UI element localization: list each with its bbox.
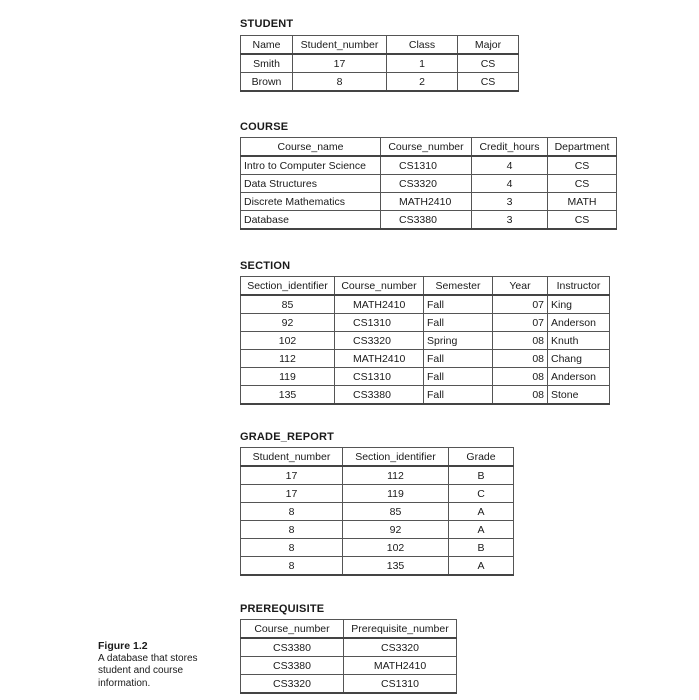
cell: CS3380 xyxy=(241,638,344,657)
cell: 17 xyxy=(293,54,387,73)
cell: 92 xyxy=(241,314,335,332)
cell: Knuth xyxy=(548,332,610,350)
column-header: Prerequisite_number xyxy=(344,620,457,639)
cell: CS xyxy=(548,211,617,230)
cell: Stone xyxy=(548,386,610,405)
cell: CS3320 xyxy=(241,675,344,694)
table-row xyxy=(241,54,519,73)
cell: MATH2410 xyxy=(335,295,424,314)
cell: CS3320 xyxy=(335,332,424,350)
cell: 8 xyxy=(241,521,343,539)
cell: Discrete Mathematics xyxy=(241,193,381,211)
cell: 112 xyxy=(241,350,335,368)
cell: 2 xyxy=(387,73,458,92)
cell: 3 xyxy=(472,211,548,230)
cell: 102 xyxy=(343,539,449,557)
course-table xyxy=(240,137,617,230)
cell: Fall xyxy=(424,368,493,386)
cell: 07 xyxy=(493,295,548,314)
table-row xyxy=(241,503,514,521)
table-row xyxy=(241,73,519,92)
cell: CS1310 xyxy=(344,675,457,694)
column-header: Name xyxy=(241,36,293,55)
column-header: Instructor xyxy=(548,277,610,296)
cell: Fall xyxy=(424,314,493,332)
table-row xyxy=(241,350,610,368)
cell: 17 xyxy=(241,485,343,503)
cell: CS3380 xyxy=(241,657,344,675)
cell: Anderson xyxy=(548,368,610,386)
column-header: Section_identifier xyxy=(343,448,449,467)
table-row xyxy=(241,193,617,211)
cell: 8 xyxy=(241,539,343,557)
table-row xyxy=(241,485,514,503)
column-header: Course_number xyxy=(381,138,472,157)
table-row xyxy=(241,466,514,485)
student-table-title: STUDENT xyxy=(240,18,294,30)
column-header: Class xyxy=(387,36,458,55)
student-table xyxy=(240,35,519,92)
cell: A xyxy=(449,503,514,521)
cell: Data Structures xyxy=(241,175,381,193)
cell: Fall xyxy=(424,386,493,405)
column-header: Course_number xyxy=(241,620,344,639)
cell: 4 xyxy=(472,175,548,193)
figure-caption-text: A database that stores student and course information. xyxy=(98,652,198,689)
cell: MATH2410 xyxy=(335,350,424,368)
section-table-title: SECTION xyxy=(240,260,291,272)
cell: 08 xyxy=(493,368,548,386)
cell: Database xyxy=(241,211,381,230)
cell: 08 xyxy=(493,350,548,368)
table-row xyxy=(241,657,457,675)
table-row xyxy=(241,386,610,405)
cell: 119 xyxy=(241,368,335,386)
cell: 8 xyxy=(241,557,343,576)
cell: MATH2410 xyxy=(344,657,457,675)
table-row xyxy=(241,175,617,193)
cell: CS1310 xyxy=(335,368,424,386)
cell: CS xyxy=(548,156,617,175)
grade-report-table-title: GRADE_REPORT xyxy=(240,431,335,443)
cell: 119 xyxy=(343,485,449,503)
cell: 8 xyxy=(241,503,343,521)
cell: 4 xyxy=(472,156,548,175)
cell: Anderson xyxy=(548,314,610,332)
cell: 08 xyxy=(493,332,548,350)
cell: 07 xyxy=(493,314,548,332)
cell: B xyxy=(449,539,514,557)
cell: 85 xyxy=(241,295,335,314)
cell: 17 xyxy=(241,466,343,485)
cell: CS xyxy=(548,175,617,193)
cell: 1 xyxy=(387,54,458,73)
cell: 102 xyxy=(241,332,335,350)
column-header: Grade xyxy=(449,448,514,467)
cell: CS3320 xyxy=(344,638,457,657)
cell: 135 xyxy=(343,557,449,576)
prerequisite-table-title: PREREQUISITE xyxy=(240,603,325,615)
column-header: Course_number xyxy=(335,277,424,296)
table-row xyxy=(241,675,457,694)
cell: CS1310 xyxy=(381,156,472,175)
cell: B xyxy=(449,466,514,485)
cell: King xyxy=(548,295,610,314)
section-table xyxy=(240,276,610,405)
table-row xyxy=(241,156,617,175)
column-header: Student_number xyxy=(241,448,343,467)
column-header: Major xyxy=(458,36,519,55)
column-header: Student_number xyxy=(293,36,387,55)
cell: Fall xyxy=(424,295,493,314)
cell: Chang xyxy=(548,350,610,368)
cell: 3 xyxy=(472,193,548,211)
cell: CS3320 xyxy=(381,175,472,193)
prerequisite-table xyxy=(240,619,457,694)
figure-caption xyxy=(98,640,228,690)
column-header: Year xyxy=(493,277,548,296)
cell: 112 xyxy=(343,466,449,485)
column-header: Credit_hours xyxy=(472,138,548,157)
column-header: Semester xyxy=(424,277,493,296)
cell: 85 xyxy=(343,503,449,521)
figure-label: Figure 1.2 xyxy=(98,640,148,652)
table-row xyxy=(241,368,610,386)
cell: Smith xyxy=(241,54,293,73)
cell: Intro to Computer Science xyxy=(241,156,381,175)
cell: MATH2410 xyxy=(381,193,472,211)
cell: CS xyxy=(458,54,519,73)
cell: 135 xyxy=(241,386,335,405)
cell: CS3380 xyxy=(381,211,472,230)
grade-report-table xyxy=(240,447,514,576)
column-header: Course_name xyxy=(241,138,381,157)
table-row xyxy=(241,638,457,657)
cell: C xyxy=(449,485,514,503)
table-row xyxy=(241,539,514,557)
table-row xyxy=(241,332,610,350)
cell: A xyxy=(449,557,514,576)
table-row xyxy=(241,295,610,314)
cell: MATH xyxy=(548,193,617,211)
cell: CS xyxy=(458,73,519,92)
column-header: Section_identifier xyxy=(241,277,335,296)
cell: Spring xyxy=(424,332,493,350)
cell: A xyxy=(449,521,514,539)
course-table-title: COURSE xyxy=(240,121,289,133)
cell: 08 xyxy=(493,386,548,405)
column-header: Department xyxy=(548,138,617,157)
cell: 8 xyxy=(293,73,387,92)
table-row xyxy=(241,557,514,576)
cell: CS3380 xyxy=(335,386,424,405)
cell: Fall xyxy=(424,350,493,368)
table-row xyxy=(241,314,610,332)
cell: CS1310 xyxy=(335,314,424,332)
cell: Brown xyxy=(241,73,293,92)
table-row xyxy=(241,211,617,230)
table-row xyxy=(241,521,514,539)
cell: 92 xyxy=(343,521,449,539)
